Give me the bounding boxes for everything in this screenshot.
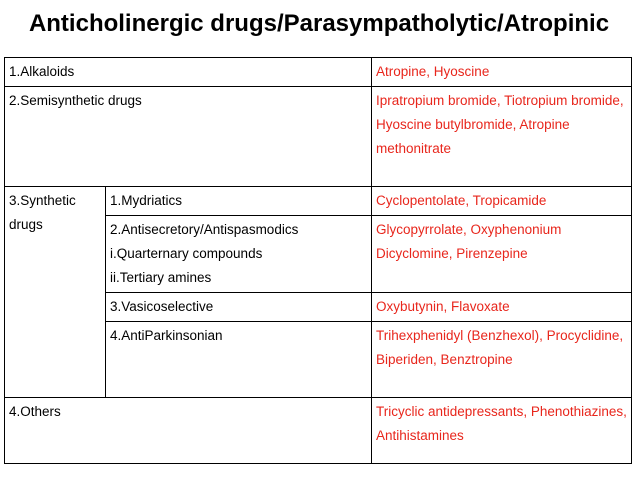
subcategory-cell-mydriatics: 1.Mydriatics xyxy=(106,187,372,216)
subcategory-cell-vasicoselective: 3.Vasicoselective xyxy=(106,293,372,322)
category-cell-semisynthetic: 2.Semisynthetic drugs xyxy=(5,87,372,187)
category-cell-alkaloids: 1.Alkaloids xyxy=(5,58,372,87)
quarternary-compounds-drugs: Glycopyrrolate, Oxyphenonium xyxy=(376,222,562,237)
drug-classification-table xyxy=(4,57,632,464)
drugs-cell-antiparkinsonian: Trihexphenidyl (Benzhexol), Procyclidine, Biperiden, Benztropine xyxy=(372,322,632,398)
drugs-cell-alkaloids: Atropine, Hyoscine xyxy=(372,58,632,87)
drugs-cell-others: Tricyclic antidepressants, Phenothiazines, Antihistamines xyxy=(372,398,632,464)
page-title: Anticholinergic drugs/Parasympatholytic/Atropinic xyxy=(28,10,610,37)
tertiary-amines-drugs: Dicyclomine, Pirenzepine xyxy=(376,246,528,261)
subcategory-cell-antisecretory xyxy=(106,216,372,293)
category-cell-synthetic: 3.Synthetic drugs xyxy=(5,187,106,398)
table-row-mydriatics xyxy=(5,187,632,216)
subcategory-cell-antiparkinsonian: 4.AntiParkinsonian xyxy=(106,322,372,398)
tertiary-amines-label: ii.Tertiary amines xyxy=(110,270,212,285)
table-row-alkaloids xyxy=(5,58,632,87)
drugs-cell-antisecretory xyxy=(372,216,632,293)
table-row-others xyxy=(5,398,632,464)
table-row-semisynthetic xyxy=(5,87,632,187)
antisecretory-label: 2.Antisecretory/Antispasmodics xyxy=(110,222,299,237)
drugs-cell-mydriatics: Cyclopentolate, Tropicamide xyxy=(372,187,632,216)
category-cell-others: 4.Others xyxy=(5,398,372,464)
drugs-cell-vasicoselective: Oxybutynin, Flavoxate xyxy=(372,293,632,322)
quarternary-compounds-label: i.Quarternary compounds xyxy=(110,246,263,261)
drugs-cell-semisynthetic: Ipratropium bromide, Tiotropium bromide, Hyoscine butylbromide, Atropine methonitrate xyxy=(372,87,632,187)
